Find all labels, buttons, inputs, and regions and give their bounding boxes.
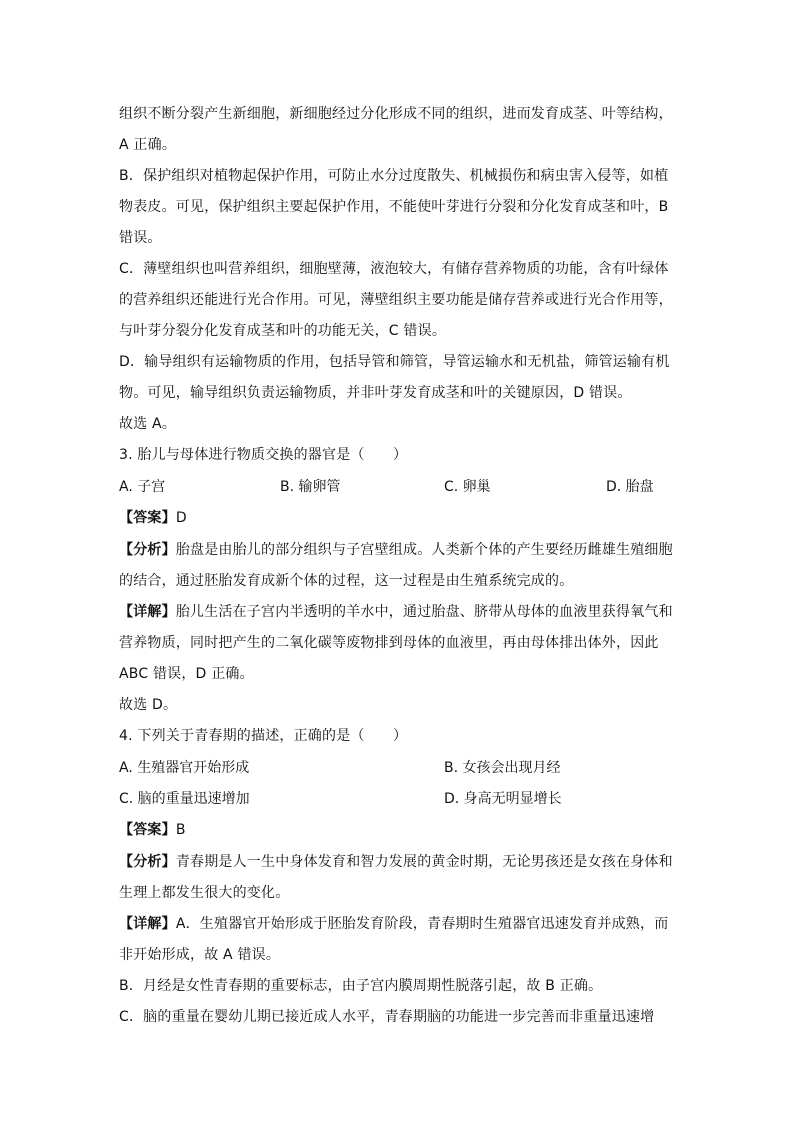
q4-option-b: B. 女孩会出现月经 xyxy=(444,760,561,776)
paragraph-line: 组织不断分裂产生新细胞，新细胞经过分化形成不同的组织，进而发育成茎、叶等结构， xyxy=(119,106,673,122)
q3-conclusion: 故选 D。 xyxy=(119,697,178,713)
q3-detail xyxy=(119,602,679,622)
q4-option-c: C. 脑的重量迅速增加 xyxy=(119,791,250,807)
paragraph-line: D．输导组织有运输物质的作用，包括导管和筛管，导管运输水和无机盐，筛管运输有机 xyxy=(119,354,670,370)
detail-tag: 【详解】 xyxy=(119,604,176,620)
q4-analysis-cont: 生理上都发生很大的变化。 xyxy=(119,885,290,901)
answer-tag: 【答案】 xyxy=(119,822,176,838)
analysis-tag: 【分析】 xyxy=(119,854,176,870)
paragraph-line: 与叶芽分裂分化发育成茎和叶的功能无关，C 错误。 xyxy=(119,323,447,339)
paragraph-line: 错误。 xyxy=(119,230,162,246)
analysis-tag: 【分析】 xyxy=(119,542,176,558)
answer-value: B xyxy=(175,822,186,838)
q4-option-a: A. 生殖器官开始形成 xyxy=(119,760,250,776)
q3-detail-cont: 营养物质，同时把产生的二氧化碳等废物排到母体的血液里，再由母体排出体外，因此 xyxy=(119,635,659,651)
paragraph-line: A 正确。 xyxy=(119,137,177,153)
q3-option-b: B. 输卵管 xyxy=(280,479,341,495)
answer-tag: 【答案】 xyxy=(119,510,176,526)
q4-answer xyxy=(119,820,679,840)
q3-option-c: C. 卵巢 xyxy=(444,479,491,495)
q3-analysis xyxy=(119,540,679,560)
detail-tag: 【详解】 xyxy=(119,916,176,932)
paragraph-line: 的营养组织还能进行光合作用。可见，薄壁组织主要功能是储存营养或进行光合作用等， xyxy=(119,292,673,308)
paragraph-line: 物表皮。可见，保护组织主要起保护作用，不能使叶芽进行分裂和分化发育成茎和叶，B xyxy=(119,199,669,215)
paragraph-line: C．薄壁组织也叫营养组织，细胞壁薄，液泡较大，有储存营养物质的功能，含有叶绿体 xyxy=(119,261,669,277)
q3-option-a: A. 子宫 xyxy=(119,479,166,495)
q3-analysis-cont: 的结合，通过胚胎发育成新个体的过程，这一过程是由生殖系统完成的。 xyxy=(119,573,574,589)
q4-detail-cont: C．脑的重量在婴幼儿期已接近成人水平，青春期脑的功能进一步完善而非重量迅速增 xyxy=(119,1009,655,1025)
q4-analysis xyxy=(119,852,679,872)
answer-value: D xyxy=(175,510,187,526)
conclusion-line: 故选 A。 xyxy=(119,416,177,432)
question-4-stem: 4. 下列关于青春期的描述，正确的是（ ） xyxy=(119,728,408,744)
q4-detail-cont: B．月经是女性青春期的重要标志，由子宫内膜周期性脱落引起，故 B 正确。 xyxy=(119,978,603,994)
paragraph-line: 物。可见，输导组织负责运输物质，并非叶芽发育成茎和叶的关键原因，D 错误。 xyxy=(119,385,632,401)
q4-option-d: D. 身高无明显增长 xyxy=(444,791,562,807)
q3-detail-cont: ABC 错误，D 正确。 xyxy=(119,666,254,682)
q4-detail-cont: 非开始形成，故 A 错误。 xyxy=(119,947,281,963)
detail-text: A．生殖器官开始形成于胚胎发育阶段，青春期时生殖器官迅速发育并成熟，而 xyxy=(175,916,669,932)
question-3-stem: 3. 胎儿与母体进行物质交换的器官是（ ） xyxy=(119,447,408,463)
q3-option-d: D. 胎盘 xyxy=(606,479,654,495)
paragraph-line: B．保护组织对植物起保护作用，可防止水分过度散失、机械损伤和病虫害入侵等，如植 xyxy=(119,168,669,184)
q3-answer xyxy=(119,508,679,528)
detail-text: 胎儿生活在子宫内半透明的羊水中，通过胎盘、脐带从母体的血液里获得氧气和 xyxy=(175,604,673,620)
q4-detail xyxy=(119,914,679,934)
analysis-text: 胎盘是由胎儿的部分组织与子宫壁组成。人类新个体的产生要经历雌雄生殖细胞 xyxy=(175,542,673,558)
analysis-text: 青春期是人一生中身体发育和智力发展的黄金时期，无论男孩还是女孩在身体和 xyxy=(175,854,673,870)
